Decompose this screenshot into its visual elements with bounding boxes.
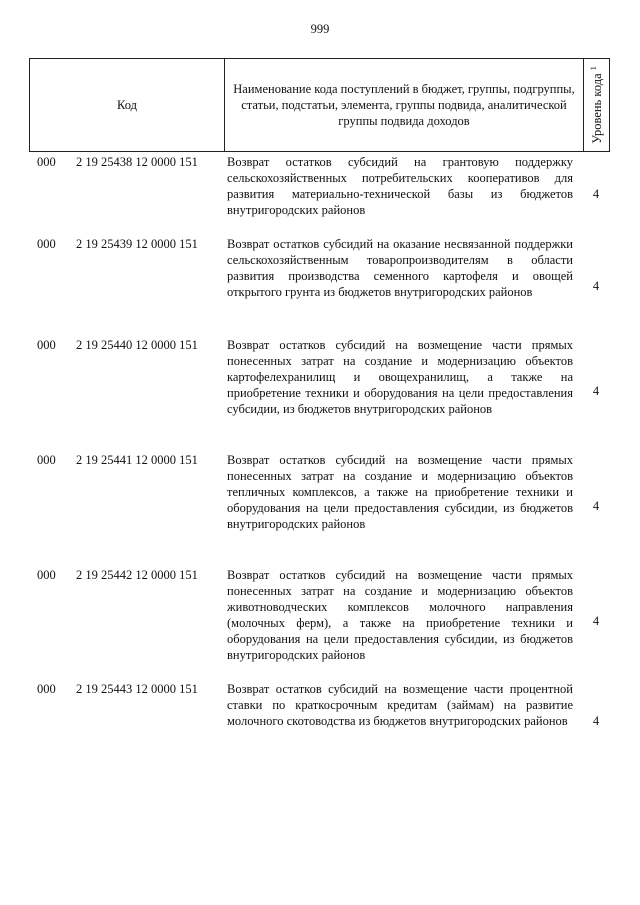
header-level-footnote: 1 bbox=[588, 66, 598, 71]
row-group-code: 000 bbox=[37, 237, 56, 251]
row-group-code: 000 bbox=[37, 453, 56, 467]
row-level: 4 bbox=[592, 499, 600, 513]
row-name: Возврат остатков субсидий на возмещение части прямых понесенных затрат на создание и модернизацию объектов картофелехранилищ и овощехранилищ, а также на приобретение техники и оборудования на цели предоставления субсидии, из бюджетов внутригородских районов bbox=[227, 338, 573, 416]
row-code: 2 19 25439 12 0000 151 bbox=[76, 237, 198, 251]
row-level: 4 bbox=[592, 279, 600, 293]
row-name: Возврат остатков субсидий на грантовую поддержку сельскохозяйственных потребительских кооперативов для развития материально-технической базы из бюджетов внутригородских районов bbox=[227, 155, 573, 217]
row-group-code: 000 bbox=[37, 338, 56, 352]
row-code: 2 19 25438 12 0000 151 bbox=[76, 155, 198, 169]
row-group-code: 000 bbox=[37, 155, 56, 169]
row-group-code: 000 bbox=[37, 568, 56, 582]
header-name: Наименование кода поступлений в бюджет, группы, подгруппы, статьи, подстатьи, элемента, группы подвида, аналитической группы подвида доходов bbox=[225, 59, 584, 151]
header-level-text bbox=[588, 66, 604, 144]
header-level-label: Уровень кода bbox=[589, 73, 604, 144]
row-code: 2 19 25440 12 0000 151 bbox=[76, 338, 198, 352]
row-level: 4 bbox=[592, 384, 600, 398]
row-name: Возврат остатков субсидий на возмещение части прямых понесенных затрат на создание и модернизацию объектов тепличных комплексов, а также на приобретение техники и оборудования на цели предоставления субсидии, из бюджетов внутригородских районов bbox=[227, 453, 573, 531]
row-level: 4 bbox=[592, 187, 600, 201]
table-header bbox=[29, 58, 610, 152]
page-number: 999 bbox=[310, 22, 330, 36]
row-name: Возврат остатков субсидий на возмещение части процентной ставки по краткосрочным кредитам (займам) на развитие молочного скотоводства из бюджетов внутригородских районов bbox=[227, 682, 573, 728]
row-code: 2 19 25441 12 0000 151 bbox=[76, 453, 198, 467]
header-code: Код bbox=[30, 59, 225, 151]
row-name: Возврат остатков субсидий на возмещение части прямых понесенных затрат на создание и модернизацию объектов животноводческих комплексов молочного направления (молочных ферм), а также на приобретение техники и оборудования на цели предоставления субсидии, из бюджетов внутригородских районов bbox=[227, 568, 573, 662]
row-name: Возврат остатков субсидий на оказание несвязанной поддержки сельскохозяйственным товаропроизводителям в области развития производства семенного картофеля и овощей открытого грунта из бюджетов внутригородских районов bbox=[227, 237, 573, 299]
row-code: 2 19 25443 12 0000 151 bbox=[76, 682, 198, 696]
row-level: 4 bbox=[592, 614, 600, 628]
row-group-code: 000 bbox=[37, 682, 56, 696]
row-code: 2 19 25442 12 0000 151 bbox=[76, 568, 198, 582]
header-level bbox=[584, 59, 609, 151]
row-level: 4 bbox=[592, 714, 600, 728]
